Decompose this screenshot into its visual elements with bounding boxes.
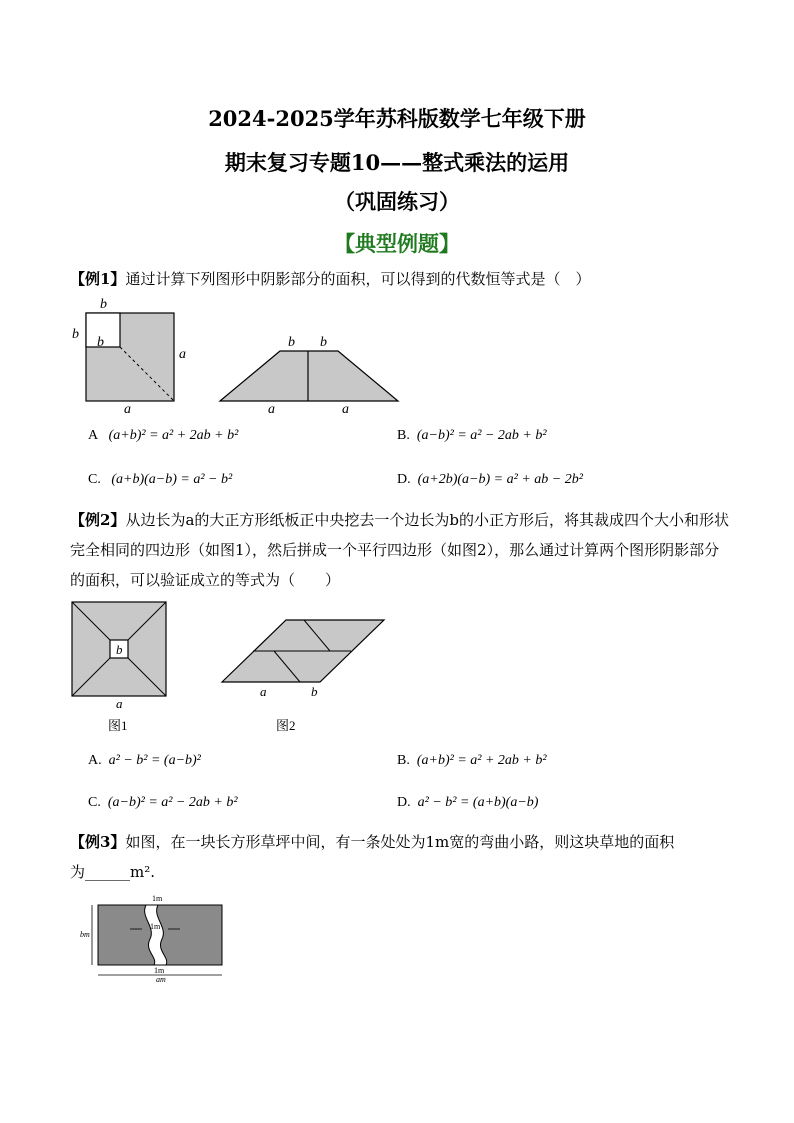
label-b-top-right: b <box>320 335 327 350</box>
example1-option-d: D. (a+2b)(a−b) = a² + ab − 2b² <box>397 472 583 487</box>
label-b-top-left: b <box>288 335 295 350</box>
fig2-label-a: a <box>260 684 267 699</box>
example1-figure <box>68 295 408 417</box>
example2-option-b: B. (a+b)² = a² + 2ab + b² <box>397 753 547 768</box>
example1-option-c: C. (a+b)(a−b) = a² − b² <box>88 472 233 487</box>
example2-option-a: A. a² − b² = (a−b)² <box>88 753 201 768</box>
example1-option-b: B. (a−b)² = a² − 2ab + b² <box>397 428 547 443</box>
label-bm: bm <box>80 930 90 939</box>
label-1m-center: 1m <box>150 922 161 931</box>
fig1-label-a: a <box>116 696 123 711</box>
label-1m-bottom: 1m <box>154 966 165 975</box>
example3-figure <box>76 893 236 985</box>
example2-text: 从边长为a的大正方形纸板正中央挖去一个边长为b的小正方形后，将其裁成四个大小和形状完全相同的四边形（如图1），然后拼成一个平行四边形（如图2），那么通过计算两个图形阴影部分的面积，可以验证成立的等式为（ ） <box>70 511 729 589</box>
doc-title-line2: 期末复习专题10——整式乘法的运用 <box>224 150 570 175</box>
example2-figure <box>68 598 398 740</box>
example2-option-c: C. (a−b)² = a² − 2ab + b² <box>88 795 238 810</box>
section-title: 【典型例题】 <box>334 231 460 256</box>
fig2-caption: 图2 <box>276 718 296 733</box>
label-a-bottom-right: a <box>342 402 349 417</box>
label-b-top: b <box>100 297 107 312</box>
example2-tag: 【例2】 <box>70 511 126 529</box>
example2-option-d: D. a² − b² = (a+b)(a−b) <box>397 795 539 810</box>
doc-title-line3: （巩固练习） <box>334 189 460 214</box>
fig1-label-b: b <box>116 642 123 657</box>
label-a-right: a <box>179 347 186 362</box>
example1-question <box>70 264 730 294</box>
fig2-label-b: b <box>311 684 318 699</box>
example3-text-line2: 为______m². <box>70 863 156 881</box>
label-1m-top: 1m <box>152 894 163 903</box>
label-a-bottom-left: a <box>268 402 275 417</box>
doc-title-line1: 2024-2025学年苏科版数学七年级下册 <box>208 106 586 131</box>
fig1-caption: 图1 <box>108 718 128 733</box>
label-am: am <box>156 975 166 984</box>
label-b-inner: b <box>97 335 104 350</box>
example3-tag: 【例3】 <box>70 833 126 851</box>
label-b-left: b <box>72 327 79 342</box>
example1-text: 通过计算下列图形中阴影部分的面积，可以得到的代数恒等式是（ ） <box>125 270 591 288</box>
label-a-bottom: a <box>124 402 131 417</box>
example1-tag: 【例1】 <box>70 270 126 288</box>
trapezoid <box>220 351 398 401</box>
example2-question <box>70 505 730 595</box>
example1-option-a: A (a+b)² = a² + 2ab + b² <box>88 428 239 443</box>
example3-question <box>70 827 730 887</box>
example3-text-line1: 如图，在一块长方形草坪中间，有一条处处为1m宽的弯曲小路，则这块草地的面积 <box>125 833 675 851</box>
